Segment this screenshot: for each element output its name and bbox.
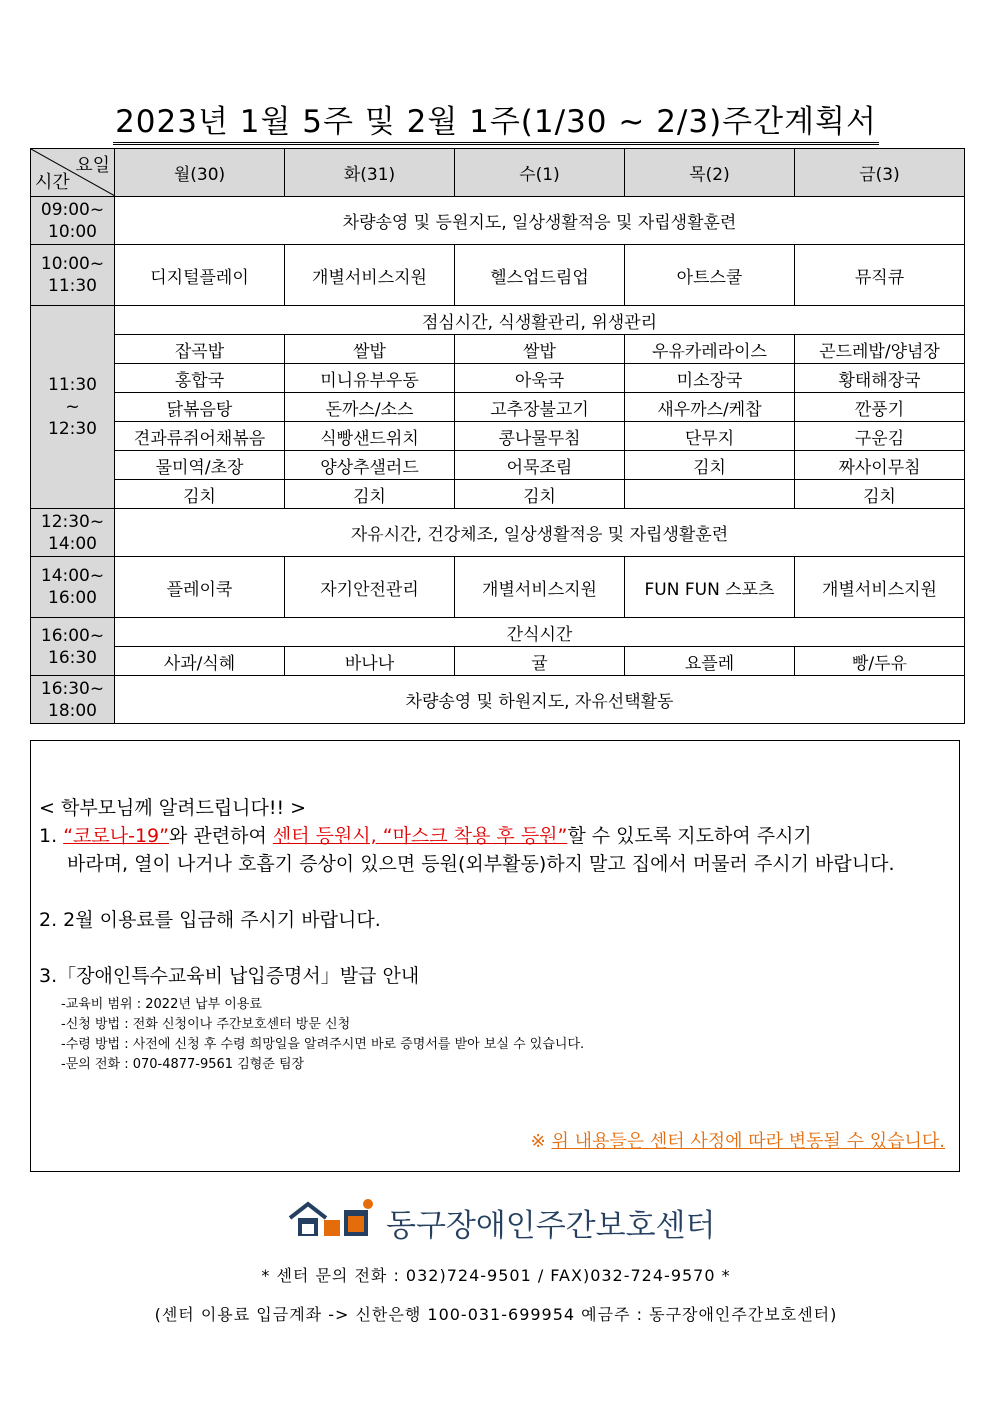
- day-header: 금(3): [795, 149, 965, 197]
- activity-all-days: 자유시간, 건강체조, 일상생활적응 및 자립생활훈련: [115, 509, 965, 557]
- day-header: 화(31): [285, 149, 455, 197]
- activity-cell: 개별서비스지원: [795, 557, 965, 618]
- time-cell: 11:30 ~ 12:30: [31, 306, 115, 509]
- menu-cell: 김치: [115, 480, 285, 509]
- day-header: 월(30): [115, 149, 285, 197]
- detail-line: -신청 방법 : 전화 신청이나 주간보호센터 방문 신청: [61, 1017, 351, 1032]
- menu-cell: 곤드레밥/양념장: [795, 335, 965, 364]
- menu-cell: 잡곡밥: [115, 335, 285, 364]
- activity-all-days: 차량송영 및 등원지도, 일상생활적응 및 자립생활훈련: [115, 197, 965, 245]
- time-cell: 14:00~ 16:00: [31, 557, 115, 618]
- menu-cell: 아욱국: [455, 364, 625, 393]
- activity-cell: 개별서비스지원: [455, 557, 625, 618]
- time-cell: 10:00~ 11:30: [31, 245, 115, 306]
- page-title: 2023년 1월 5주 및 2월 1주(1/30 ~ 2/3)주간계획서: [0, 96, 992, 141]
- activity-cell: 플레이쿡: [115, 557, 285, 618]
- menu-cell: 돈까스/소스: [285, 393, 455, 422]
- center-name: 동구장애인주간보호센터: [386, 1208, 716, 1244]
- detail-line: -교육비 범위 : 2022년 납부 이용료: [61, 997, 262, 1012]
- corner-header: [31, 149, 115, 197]
- menu-cell: 김치: [455, 480, 625, 509]
- menu-cell: 우유카레라이스: [625, 335, 795, 364]
- change-warning: ※ 위 내용들은 센터 사정에 따라 변동될 수 있습니다.: [530, 1131, 945, 1152]
- account-info: (센터 이용료 입금계좌 -> 신한은행 100-031-699954 예금주 : 동구장애인주간보호센터): [154, 1305, 838, 1324]
- time-cell: 12:30~ 14:00: [31, 509, 115, 557]
- detail-line: -문의 전화 : 070-4877-9561 김형준 팀장: [61, 1057, 305, 1072]
- activity-cell: 뮤직큐: [795, 245, 965, 306]
- reference-mark: ※: [530, 1131, 546, 1152]
- activity-cell: 아트스쿨: [625, 245, 795, 306]
- menu-cell: 새우까스/케찹: [625, 393, 795, 422]
- time-cell: 09:00~ 10:00: [31, 197, 115, 245]
- mask-highlight: 센터 등원시, “마스크 착용 후 등원”: [272, 825, 568, 847]
- menu-cell: 깐풍기: [795, 393, 965, 422]
- menu-cell: 어묵조림: [455, 451, 625, 480]
- menu-cell: 구운김: [795, 422, 965, 451]
- menu-cell: 닭볶음탕: [115, 393, 285, 422]
- house-logo-icon: [288, 1196, 380, 1242]
- menu-cell: 쌀밥: [285, 335, 455, 364]
- menu-cell: 식빵샌드위치: [285, 422, 455, 451]
- covid-highlight: “코로나-19”: [63, 825, 169, 847]
- menu-cell: 김치: [285, 480, 455, 509]
- menu-cell: 단무지: [625, 422, 795, 451]
- snack-cell: 바나나: [285, 647, 455, 676]
- menu-cell: 미니유부우동: [285, 364, 455, 393]
- menu-cell: 양상추샐러드: [285, 451, 455, 480]
- menu-cell: 견과류쥐어채볶음: [115, 422, 285, 451]
- notice-item-1: 1. “코로나-19”와 관련하여 센터 등원시, “마스크 착용 후 등원”할 수 있도록 지도하여 주시기: [39, 825, 812, 847]
- time-cell: 16:30~ 18:00: [31, 676, 115, 724]
- snack-cell: 귤: [455, 647, 625, 676]
- menu-cell: 황태해장국: [795, 364, 965, 393]
- notice-item-2: 2. 2월 이용료를 입금해 주시기 바랍니다.: [39, 909, 381, 931]
- day-label: 요일: [75, 155, 110, 176]
- activity-cell: 헬스업드림업: [455, 245, 625, 306]
- menu-cell: 미소장국: [625, 364, 795, 393]
- menu-cell: 김치: [625, 451, 795, 480]
- day-header: 목(2): [625, 149, 795, 197]
- weekly-schedule-table: [30, 148, 965, 724]
- notice-item-3: 3.「장애인특수교육비 납입증명서」발급 안내: [39, 965, 420, 987]
- detail-line: -수령 방법 : 사전에 신청 후 수령 희망일을 알려주시면 바로 증명서를 받아 보실 수 있습니다.: [61, 1037, 585, 1052]
- notice-item-1-line2: 바라며, 열이 나거나 호흡기 증상이 있으면 등원(외부활동)하지 말고 집에서 머물러 주시기 바랍니다.: [67, 853, 895, 875]
- time-label: 시간: [35, 172, 70, 193]
- menu-cell: 물미역/초장: [115, 451, 285, 480]
- lunch-header: 점심시간, 식생활관리, 위생관리: [115, 306, 965, 335]
- menu-cell: [625, 480, 795, 509]
- activity-cell: FUN FUN 스포츠: [625, 557, 795, 618]
- activity-all-days: 차량송영 및 하원지도, 자유선택활동: [115, 676, 965, 724]
- menu-cell: 쌀밥: [455, 335, 625, 364]
- notice-heading: < 학부모님께 알려드립니다!! >: [39, 797, 307, 819]
- time-cell: 16:00~ 16:30: [31, 618, 115, 676]
- menu-cell: 콩나물무침: [455, 422, 625, 451]
- menu-cell: 고추장불고기: [455, 393, 625, 422]
- snack-cell: 요플레: [625, 647, 795, 676]
- day-header: 수(1): [455, 149, 625, 197]
- menu-cell: 짜사이무침: [795, 451, 965, 480]
- snack-cell: 빵/두유: [795, 647, 965, 676]
- menu-cell: 홍합국: [115, 364, 285, 393]
- notice-box: [30, 740, 960, 1172]
- menu-cell: 김치: [795, 480, 965, 509]
- activity-cell: 개별서비스지원: [285, 245, 455, 306]
- snack-cell: 사과/식혜: [115, 647, 285, 676]
- activity-cell: 자기안전관리: [285, 557, 455, 618]
- activity-cell: 디지털플레이: [115, 245, 285, 306]
- snack-header: 간식시간: [115, 618, 965, 647]
- center-logo: [288, 1196, 716, 1246]
- contact-info: * 센터 문의 전화 : 032)724-9501 / FAX)032-724-9570 *: [261, 1266, 731, 1285]
